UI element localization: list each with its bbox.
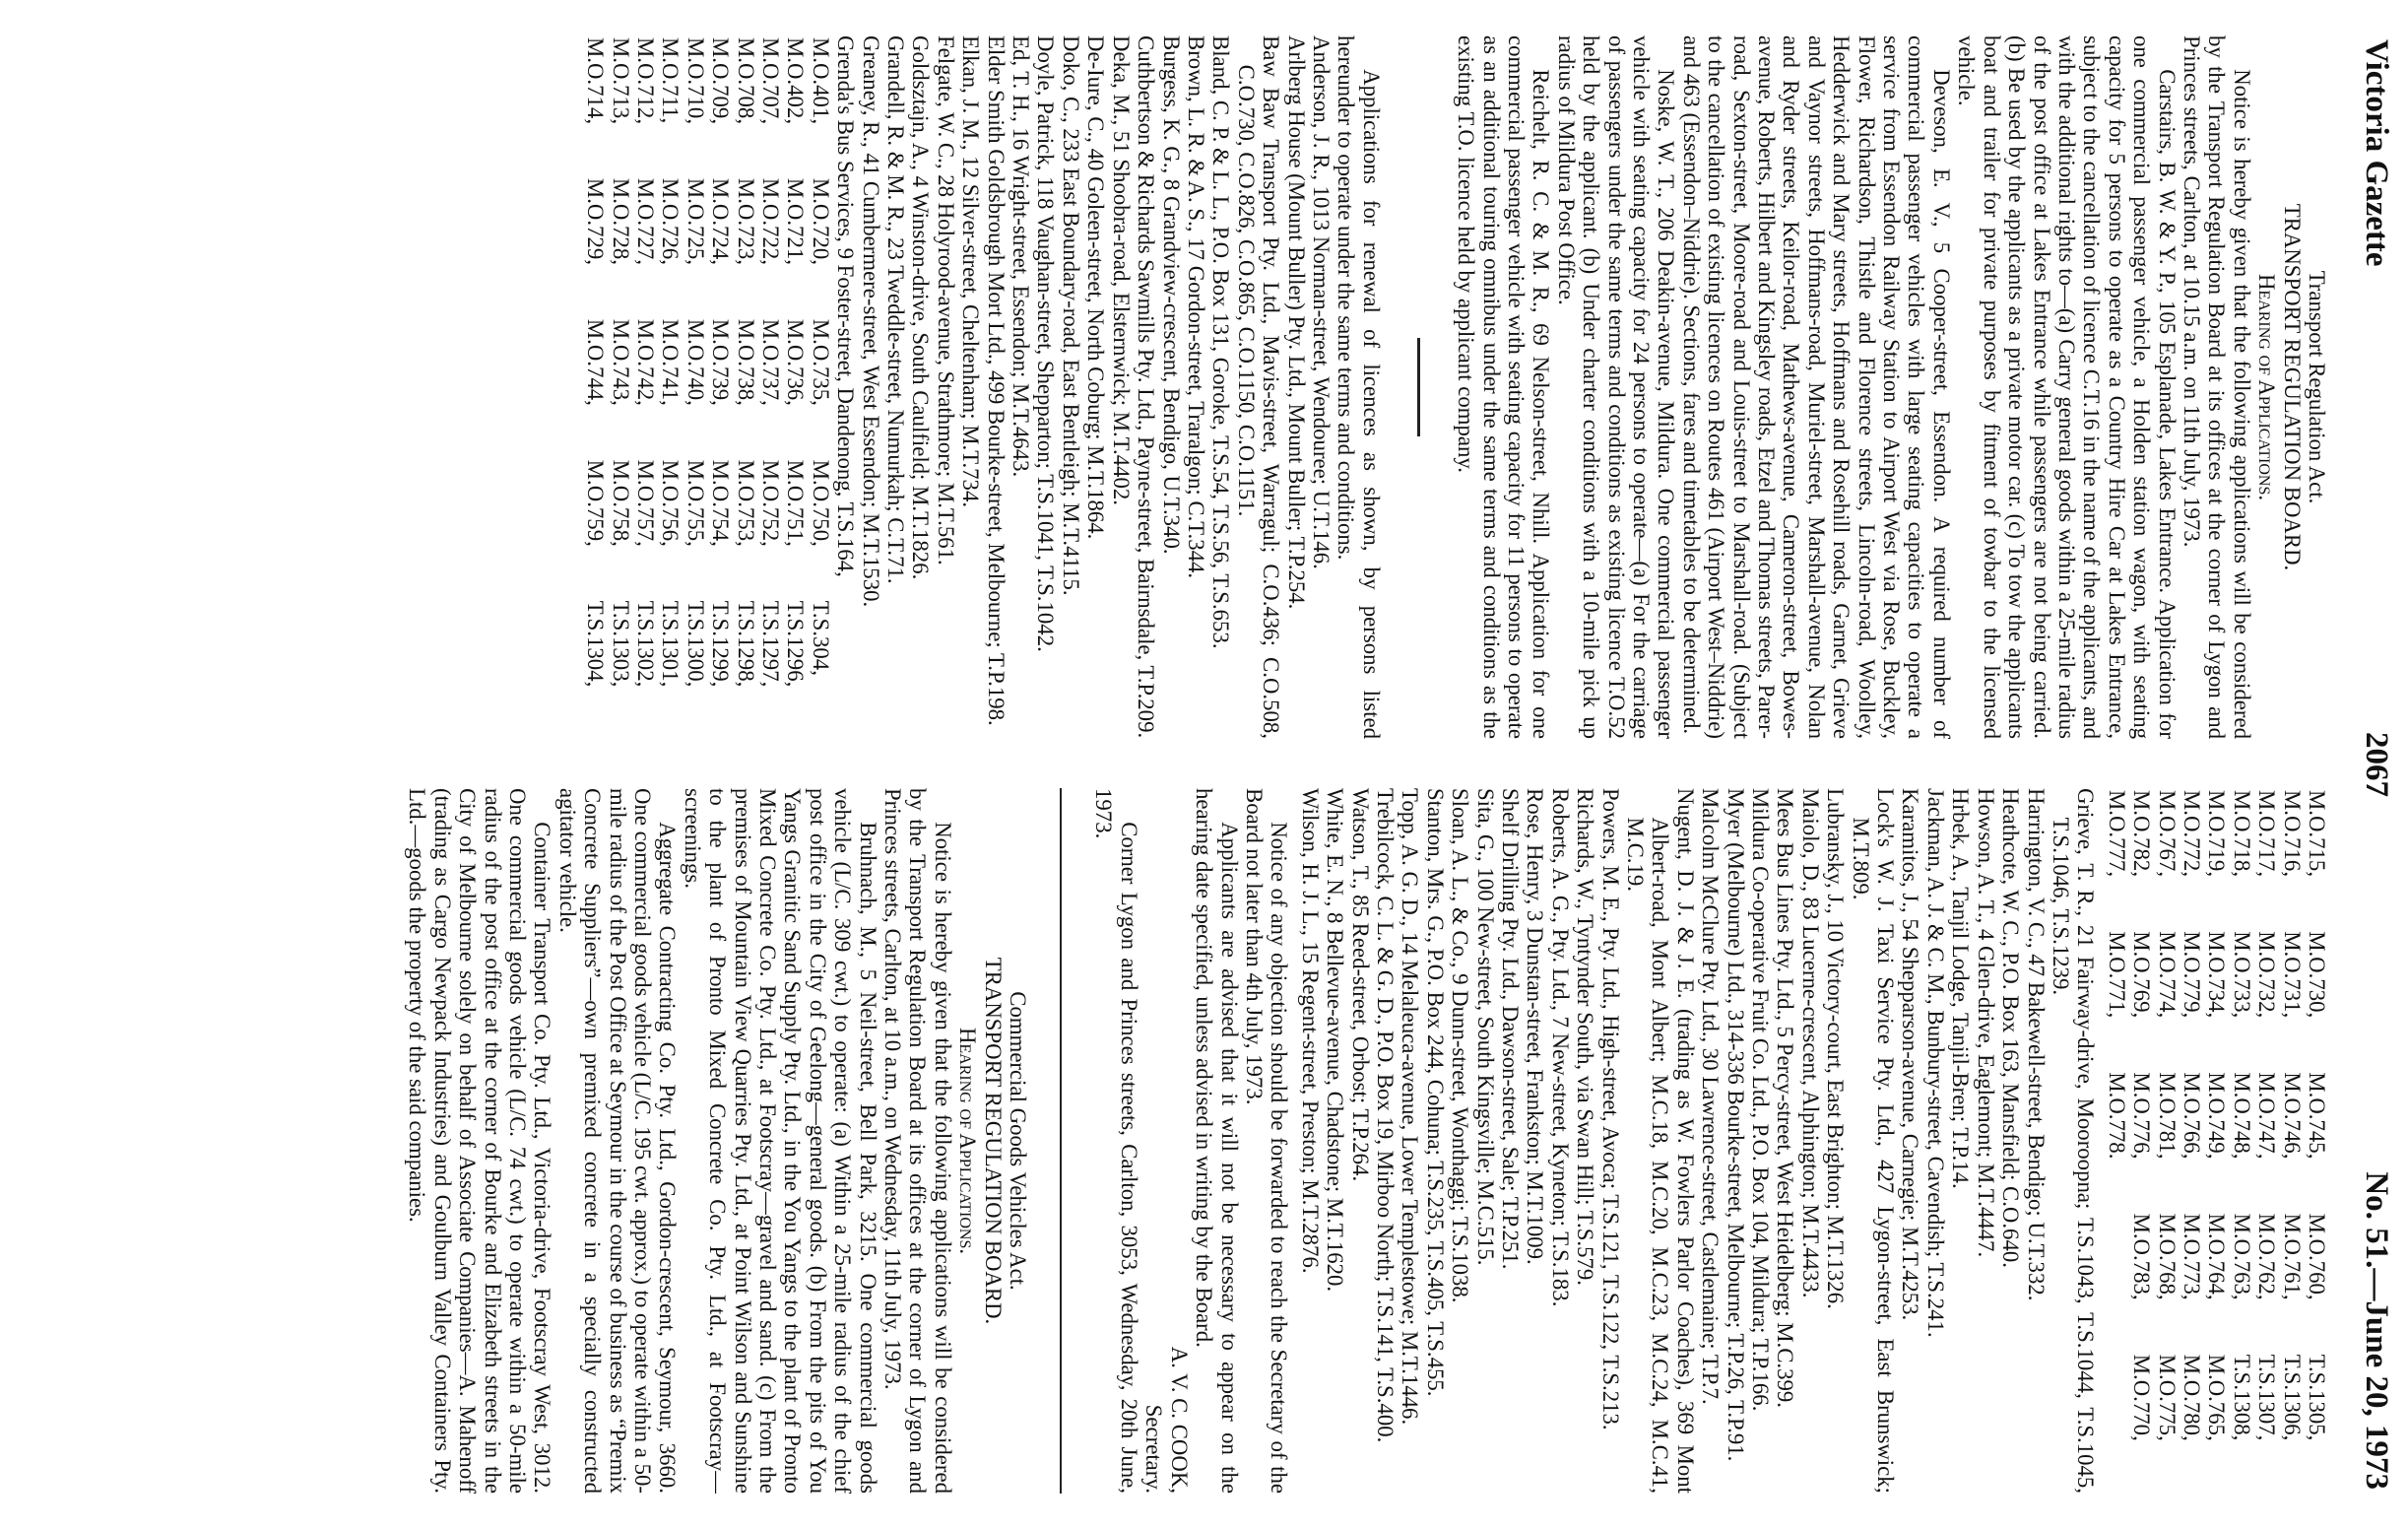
entry-deveson: Deveson, E. V., 5 Cooper-street, Essendon. A required number of commercial passenger vehicles with large seating capacities to operate a service from Essendon Railway Station to Airport West via Rose, Buckley, Flower, Richardson, Thistle and Florence streets, Lincoln-road, Woolley, Hedderwick and Mary streets, Hoffmans and Rosehill roads, Garnet, Grieve and Vaynor streets, Hoffmans-road, Muriel-street, Marshall-avenue, Nolan and Ryder streets, Keilor-road, Mathews-avenue, Cameron-street, Bowes-avenue, Roberts, Hilbert and Kingsley roads, Etzel and Thomas streets, Parer-road, Sexton-street, Moore-road and Louis-street to Marshall-road. (Subject to the cancellation of existing licences on Routes 461 (Airport West–Niddrie) and 463 (Essendon–Niddrie). Sections, fares and timetables to be determined.: [1678, 35, 1954, 739]
licence-row: [633, 35, 658, 739]
licence-cell: M.O.765,: [2204, 1354, 2230, 1441]
licence-cell: M.O.768,: [2154, 1213, 2180, 1300]
licence-cell: M.O.732,: [2254, 931, 2280, 1019]
licence-cell: M.O.757,: [633, 459, 658, 547]
licence-cell: M.O.752,: [758, 459, 784, 547]
licence-cell: M.O.736,: [783, 318, 809, 406]
entry-grieve: Grieve, T. R., 21 Fairway-drive, Mooroopna; T.S.1043, T.S.1044, T.S.1045, T.S.1046, T.S.1239.: [2048, 788, 2099, 1494]
licence-cell: M.O.758,: [608, 459, 633, 547]
licence-cell: M.O.764,: [2204, 1213, 2230, 1300]
licence-cell: M.O.742,: [633, 318, 658, 406]
entry-greaney: Greaney, R., 41 Cumbermere-street, West Essendon; M.T.1530.: [858, 35, 883, 608]
entry-arlberg: Arlberg House (Mount Buller) Pty. Ltd., Mount Buller; T.P.254.: [1283, 35, 1309, 610]
applicants-advice: Applicants are advised that it will not be necessary to appear on the hearing date specified, unless advised in writing by the Board.: [1192, 788, 1242, 1494]
licence-cell: M.O.769,: [2129, 931, 2155, 1019]
entry-topp: Topp, A. G. D., 14 Melaleuca-avenue, Lower Templestowe; M.T.1446.: [1398, 788, 1423, 1426]
licence-cell: T.S.1297,: [758, 600, 784, 688]
licence-cell: M.O.710,: [683, 37, 708, 125]
licence-cell: M.O.755,: [683, 459, 708, 547]
licence-cell: M.O.716,: [2279, 790, 2305, 878]
licence-row: [783, 35, 808, 739]
signatory-name: A. V. C. COOK,: [1166, 1346, 1192, 1494]
entry-wilson: Wilson, H. J. L., 15 Regent-street, Preston; M.T.2876.: [1297, 788, 1323, 1274]
licence-cell: T.S.1305,: [2305, 1354, 2329, 1441]
licence-cell: M.O.770,: [2129, 1354, 2155, 1441]
licence-row: [808, 35, 832, 739]
entry-doyle: Doyle, Patrick, 118 Vaughan-street, Shepparton; T.S.1041, T.S.1042.: [1033, 35, 1059, 652]
licence-cell: M.O.401,: [808, 37, 833, 125]
entry-stanton: Stanton, Mrs. G., P.O. Box 244, Cohuna; T.S.235, T.S.405, T.S.455.: [1422, 788, 1448, 1397]
licence-cell: M.O.746,: [2279, 1072, 2305, 1160]
entry-hrbek: Hrbek, A., Tanjil Lodge, Tanjil-Bren; T.P.14.: [1948, 788, 1974, 1189]
section-divider: [1417, 338, 1420, 436]
licence-row: [2279, 788, 2304, 1494]
entry-cuthbertson: Cuthbertson & Richards Sawmills Pty. Ltd., Payne-street, Bairnsdale, T.P.209.: [1134, 35, 1159, 739]
licence-row: [2154, 788, 2179, 1494]
licence-cell: M.O.738,: [733, 318, 758, 406]
entry-harrington: Harrington, V. C., 47 Bakewell-street, Bendigo; U.T.332.: [2023, 788, 2049, 1301]
licence-cell: M.O.782,: [2129, 790, 2155, 878]
licence-cell: M.O.733,: [2229, 931, 2254, 1019]
licence-cell: T.S.304,: [808, 600, 833, 676]
entry-goldsztajn: Goldsztajn, A., 4 Winston-drive, South Caulfield; M.T.1826.: [908, 35, 934, 580]
entry-grandell: Grandell, R. & M. R., 23 Tweddle-street, Numurkah; C.T.71.: [883, 35, 909, 584]
publication-title: Victoria Gazette: [2359, 39, 2394, 267]
entry-watson: Watson, T., 85 Reed-street, Orbost; T.P.264.: [1347, 788, 1373, 1182]
entry-rose: Rose, Henry, 3 Dunstan-street, Frankston; M.T.1009.: [1523, 788, 1548, 1265]
licence-cell: M.O.773,: [2179, 1213, 2204, 1300]
licence-cell: M.O.749,: [2204, 1072, 2230, 1160]
licence-cell: M.O.707,: [758, 37, 784, 125]
licence-cell: M.O.759,: [583, 459, 609, 547]
licence-cell: M.O.775,: [2154, 1354, 2180, 1441]
licence-cell: M.O.748,: [2229, 1072, 2254, 1160]
entry-lubransky: Lubransky, J., 10 Victory-court, East Brighton; M.T.1326.: [1823, 788, 1849, 1309]
licence-cell: M.O.740,: [683, 318, 708, 406]
licence-cell: T.S.1300,: [683, 600, 708, 688]
licence-cell: T.S.1299,: [708, 600, 734, 688]
licence-cell: T.S.1306,: [2279, 1354, 2305, 1441]
licence-row: [2305, 788, 2329, 1494]
licence-cell: M.O.741,: [658, 318, 683, 406]
licence-cell: M.O.743,: [608, 318, 633, 406]
entry-sloan: Sloan, A. L., & Co., 9 Dunn-street, Wonthaggi; T.S.1038.: [1448, 788, 1473, 1303]
entry-burgess: Burgess, K. G., 8 Grandview-crescent, Bendigo, U.T.340.: [1158, 35, 1184, 555]
issue-date: No. 51.—June 20, 1973: [2359, 1171, 2394, 1490]
licence-table-continued: [2104, 788, 2329, 1494]
licence-cell: M.O.747,: [2254, 1072, 2280, 1160]
licence-cell: M.O.402,: [783, 37, 809, 125]
licence-row: [658, 35, 683, 739]
entry-baw-baw: Baw Baw Transport Pty. Ltd., Mavis-street, Warragul; C.O.436; C.O.508, C.O.730, C.O.826, C.O.865, C.O.1150, C.O.1151.: [1233, 35, 1284, 739]
licence-cell: M.O.774,: [2154, 931, 2180, 1019]
licence-row: [758, 35, 783, 739]
entry-mildura: Mildura Co-operative Fruit Co. Ltd., P.O. Box 104, Mildura; T.P.166.: [1748, 788, 1774, 1412]
licence-cell: M.O.711,: [658, 37, 683, 124]
entry-bland: Bland, C. P. & L. L., P.O. Box 131, Goroke, T.S.54, T.S.56, T.S.653.: [1208, 35, 1234, 649]
act-title: Transport Regulation Act.: [2305, 270, 2329, 504]
licence-cell: M.O.724,: [708, 177, 734, 265]
entry-heathcote: Heathcote, W. C., P.O. Box 163, Mansfield; C.O.640.: [1998, 788, 2024, 1268]
licence-cell: M.O.720,: [808, 177, 833, 265]
licence-cell: T.S.1308,: [2229, 1354, 2254, 1441]
licence-cell: M.O.730,: [2305, 931, 2329, 1019]
entry-de-iure: De-Iure, C., 40 Goleen-street, North Coburg; M.T.1864.: [1083, 35, 1109, 540]
entry-richards: Richards, W., Tyntynder South, via Swan Hill; T.S.579.: [1573, 788, 1598, 1287]
licence-cell: M.O.766,: [2179, 1072, 2204, 1160]
entry-grenda: Grenda's Bus Services, 9 Foster-street, Dandenong, T.S.164,: [833, 35, 859, 577]
entry-sita: Sita, G., 100 New-street, South Kingsville; M.C.515.: [1472, 788, 1498, 1266]
entry-container: Container Transport Co. Pty. Ltd., Victoria-drive, Footscray West, 3012. One commercial goods vehicle (L/C. 74 cwt.) to operate within a 50-mile radius of the post office at the corner of Bourke and Elizabeth streets in the City of Melbourne solely on behalf of Associate Companies—A. Mahenoff (trading as Cargo Newpack Industries) and Goulburn Valley Containers Pty. Ltd.—goods the property of the said companies.: [405, 788, 555, 1494]
licence-cell: M.O.771,: [2104, 931, 2129, 1019]
section-subhead: Hearing of Applications.: [2254, 273, 2280, 501]
licence-cell: M.O.727,: [633, 177, 658, 265]
entry-powers: Powers, M. E., Pty. Ltd., High-street, Avoca; T.S.121, T.S.122, T.S.213.: [1597, 788, 1623, 1430]
licence-cell: M.O.715,: [2305, 790, 2329, 878]
entry-karamitos: Karamitos, J., 54 Shepparson-avenue, Carnegie; M.T.4253.: [1898, 788, 1923, 1321]
licence-cell: M.O.723,: [733, 177, 758, 265]
licence-row: [2229, 788, 2253, 1494]
licence-cell: M.O.739,: [708, 318, 734, 406]
licence-cell: M.O.721,: [783, 177, 809, 265]
licence-row: [608, 35, 632, 739]
licence-cell: T.S.1302,: [633, 600, 658, 688]
notice-text-2: Notice is hereby given that the following applications will be considered by the Transport Regulation Board at its offices at the corner of Lygon and Princes streets, Carlton, at 10 a.m., on Wednesday, 11th July, 1973.: [880, 788, 955, 1494]
licence-cell: M.O.722,: [758, 177, 784, 265]
licence-cell: M.O.756,: [658, 459, 683, 547]
entry-reichelt: Reichelt, R. C. & M. R., 69 Nelson-street, Nhill. Application for one commercial passenger vehicle with seating capacity for 11 persons to operate as an additional touring omnibus under the same terms and conditions as the existing T.O. licence held by applicant company.: [1454, 35, 1554, 739]
licence-cell: M.O.714,: [583, 37, 609, 125]
entry-myer: Myer (Melbourne) Ltd., 314-336 Bourke-street, Melbourne; T.P.26, T.P.91.: [1723, 788, 1748, 1462]
entry-noske: Noske, W. T., 206 Deakin-avenue, Mildura. One commercial passenger vehicle with seating capacity for 24 persons to operate—(a) For the carriage of passengers under the same terms and conditions as existing licence T.O.52 held by the applicant. (b) Under charter conditions with a 10-mile pick up radius of Mildura Post Office.: [1553, 35, 1679, 739]
licence-row: [733, 35, 757, 739]
board-address: Corner Lygon and Princes streets, Carlton, 3053, Wednesday, 20th June, 1973.: [1091, 788, 1141, 1494]
licence-cell: M.O.735,: [808, 318, 833, 406]
licence-row: [2204, 788, 2229, 1494]
entry-howson: Howson, A. T., 4 Glen-drive, Eaglemont; M.T.4447.: [1973, 788, 1998, 1258]
licence-cell: M.O.717,: [2254, 790, 2280, 878]
licence-cell: T.S.1298,: [733, 600, 758, 688]
licence-row: [583, 35, 608, 739]
licence-row: [708, 35, 733, 739]
entry-aggregate: Aggregate Contracting Co. Pty. Ltd., Gordon-crescent, Seymour, 3660. One commercial goods vehicle (L/C. 195 cwt. approx.) to operate within a 50-mile radius of the Post Office at Seymour in the course of business as “Premix Concrete Suppliers”—own premixed concrete in a specially constructed agitator vehicle.: [554, 788, 681, 1494]
entry-bruhnach: Bruhnach, M., 5 Neil-street, Bell Park, 3215. One commercial goods vehicle (L/C. 309 cwt.) to operate: (a) Within a 25-mile radius of the chief post office in the City of Geelong—general goods. (b) From the pits of You Yangs Granitic Sand Supply Pty. Ltd., in the You Yangs to the plant of Pronto Mixed Concrete Co. Pty. Ltd., at Footscray—gravel and sand. (c) From the premises of Mountain View Quarries Pty. Ltd., at Point Wilson and Sunshine to the plant of Pronto Mixed Concrete Co. Pty. Ltd., at Footscray—screenings.: [680, 788, 880, 1494]
licence-row: [2180, 788, 2204, 1494]
licence-cell: M.O.719,: [2204, 790, 2230, 878]
licence-cell: M.O.783,: [2129, 1213, 2155, 1300]
objection-notice: Notice of any objection should be forwarded to reach the Secretary of the Board not later than 4th July, 1973.: [1241, 788, 1292, 1494]
licence-cell: T.S.1301,: [658, 600, 683, 688]
signatory-title: Secretary.: [1141, 1404, 1167, 1494]
entry-anderson: Anderson, J. R., 1013 Norman-street, Wendouree; U.T.146.: [1308, 35, 1334, 569]
licence-cell: M.O.767,: [2154, 790, 2180, 878]
licence-cell: M.O.779,: [2179, 931, 2204, 1019]
board-title: TRANSPORT REGULATION BOARD.: [2279, 203, 2305, 571]
page-header: [2339, 39, 2394, 1490]
licence-cell: M.O.760,: [2305, 1213, 2329, 1300]
entry-malcolm: Malcolm McClure Pty. Ltd., 30 Lawrence-street, Castlemaine; T.P.7.: [1698, 788, 1724, 1405]
entry-trebilcock: Trebilcock, C. L. & G. D., P.O. Box 19, Mirboo North; T.S.141, T.S.400.: [1372, 788, 1398, 1443]
entry-felgate: Felgate, W. C., 28 Holyrood-avenue, Strathmore; M.T.561.: [933, 35, 958, 565]
licence-cell: M.O.726,: [658, 177, 683, 265]
licence-cell: M.O.780,: [2179, 1354, 2204, 1441]
licence-cell: M.O.725,: [683, 177, 708, 265]
licence-cell: M.O.745,: [2305, 1072, 2329, 1160]
entry-locks: Lock's W. J. Taxi Service Pty. Ltd., 427 Lygon-street, East Brunswick; M.T.809.: [1848, 788, 1899, 1494]
licence-row: [2104, 788, 2128, 1494]
licence-cell: M.O.718,: [2229, 790, 2254, 878]
licence-cell: M.O.781,: [2154, 1072, 2180, 1160]
licence-row: [2129, 788, 2154, 1494]
licence-cell: [2104, 1353, 2128, 1494]
licence-cell: M.O.772,: [2179, 790, 2204, 878]
entry-mees: Mees Bus Lines Pty. Ltd., 5 Percy-street, West Heidelberg; M.C.399.: [1773, 788, 1798, 1409]
licence-cell: T.S.1303,: [608, 600, 633, 688]
licence-cell: M.O.754,: [708, 459, 734, 547]
licence-cell: M.O.708,: [733, 37, 758, 125]
licence-cell: M.O.750,: [808, 459, 833, 547]
licence-cell: M.O.744,: [583, 318, 609, 406]
board-title-2: TRANSPORT REGULATION BOARD.: [980, 957, 1006, 1325]
licence-cell: T.S.1304,: [583, 600, 609, 688]
licence-cell: T.S.1307,: [2254, 1354, 2280, 1441]
licence-cell: M.O.753,: [733, 459, 758, 547]
licence-cell: M.O.761,: [2279, 1213, 2305, 1300]
entry-white: White, E. N., 8 Bellevue-avenue, Chadstone; M.T.1620.: [1323, 788, 1348, 1293]
licence-cell: M.O.751,: [783, 459, 809, 547]
entry-nugent: Nugent, D. J. & J. E. (trading as W. Fowlers Parlor Coaches), 369 Mont Albert-road, Mont Albert; M.C.18, M.C.20, M.C.23, M.C.24, M.C.41, M.C.19.: [1623, 788, 1698, 1494]
licence-cell: M.O.762,: [2254, 1213, 2280, 1300]
entry-shelf: Shelf Drilling Pty. Ltd., Dawson-street, Sale; T.P.251.: [1498, 788, 1523, 1270]
licence-cell: M.O.731,: [2279, 931, 2305, 1019]
licence-cell: M.O.709,: [708, 37, 734, 125]
licence-cell: M.O.713,: [608, 37, 633, 125]
page-number: 2067: [2359, 732, 2394, 797]
licence-cell: M.O.763,: [2229, 1213, 2254, 1300]
section-subhead-2: Hearing of Applications.: [955, 1027, 981, 1255]
entry-elder-smith: Elder Smith Goldsbrough Mort Ltd., 499 Bourke-street, Melbourne; T.P.198.: [983, 35, 1009, 726]
entry-roberts: Roberts, A. G., Pty. Ltd., 7 New-street, Kyneton; T.S.183.: [1547, 788, 1573, 1307]
licence-row: [683, 35, 707, 739]
renewal-intro: Applications for renewal of licences as shown, by persons listed hereunder to operate under the same terms and conditions.: [1334, 35, 1384, 739]
entry-elkan: Elkan, J. M., 12 Silver-street, Cheltenham; M.T.734.: [958, 35, 984, 508]
entry-deka: Deka, M., 51 Shoobra-road, Elsternwick; M.T.4402.: [1108, 35, 1134, 505]
licence-cell: T.S.1296,: [783, 600, 809, 688]
licence-cell: M.O.776,: [2129, 1072, 2155, 1160]
entry-carstairs: Carstairs, B. W. & Y. P., 105 Esplanade, Lakes Entrance. Application for one commercial passenger vehicle, a Holden station wagon, with seating capacity for 5 persons to operate as a Country Hire Car at Lakes Entrance, subject to the cancellation of licence C.T.16 in the name of the applicants, and with the additional rights to—(a) Carry general goods within a 25-mile radius of the post office at Lakes Entrance while passengers are not being carried. (b) Be used by the applicants as a private motor car. (c) To tow the applicants boat and trailer for private purposes by fitment of towbar to the licensed vehicle.: [1954, 35, 2180, 739]
entry-maiolo: Maiolo, D., 83 Lucerne-crescent, Alphington; M.T.4433.: [1797, 788, 1823, 1298]
licence-table: [583, 35, 833, 739]
entry-brown: Brown, L. R. & A. S., 17 Gordon-street, Traralgon; C.T.344.: [1183, 35, 1208, 579]
licence-cell: M.O.729,: [583, 177, 609, 265]
entry-jackman: Jackman, A. J. & C. M., Bunbury-street, Cavendish; T.S.241.: [1922, 788, 1948, 1338]
licence-cell: M.O.777,: [2104, 790, 2129, 878]
section-divider-full: [1060, 788, 1062, 1494]
licence-cell: M.O.712,: [633, 37, 658, 125]
licence-cell: [2104, 1212, 2128, 1353]
entry-ed: Ed, T. H., 16 Wright-street, Essendon; M.T.4643.: [1009, 35, 1034, 478]
left-column: [15, 35, 2329, 739]
entry-doko: Doko, C., 233 East Boundary-road, East Bentleigh; M.T.4115.: [1058, 35, 1083, 596]
licence-cell: M.O.737,: [758, 318, 784, 406]
notice-text: Notice is hereby given that the following applications will be considered by the Transport Regulation Board at its offices at the corner of Lygon and Princes streets, Carlton, at 10.15 a.m. on 11th July, 1973.: [2179, 35, 2254, 739]
licence-cell: M.O.728,: [608, 177, 633, 265]
licence-cell: M.O.778.: [2104, 1072, 2129, 1160]
licence-cell: M.O.734,: [2204, 931, 2230, 1019]
act-title-2: Commercial Goods Vehicles Act.: [1006, 991, 1031, 1291]
right-column: [15, 788, 2329, 1494]
licence-row: [2254, 788, 2279, 1494]
